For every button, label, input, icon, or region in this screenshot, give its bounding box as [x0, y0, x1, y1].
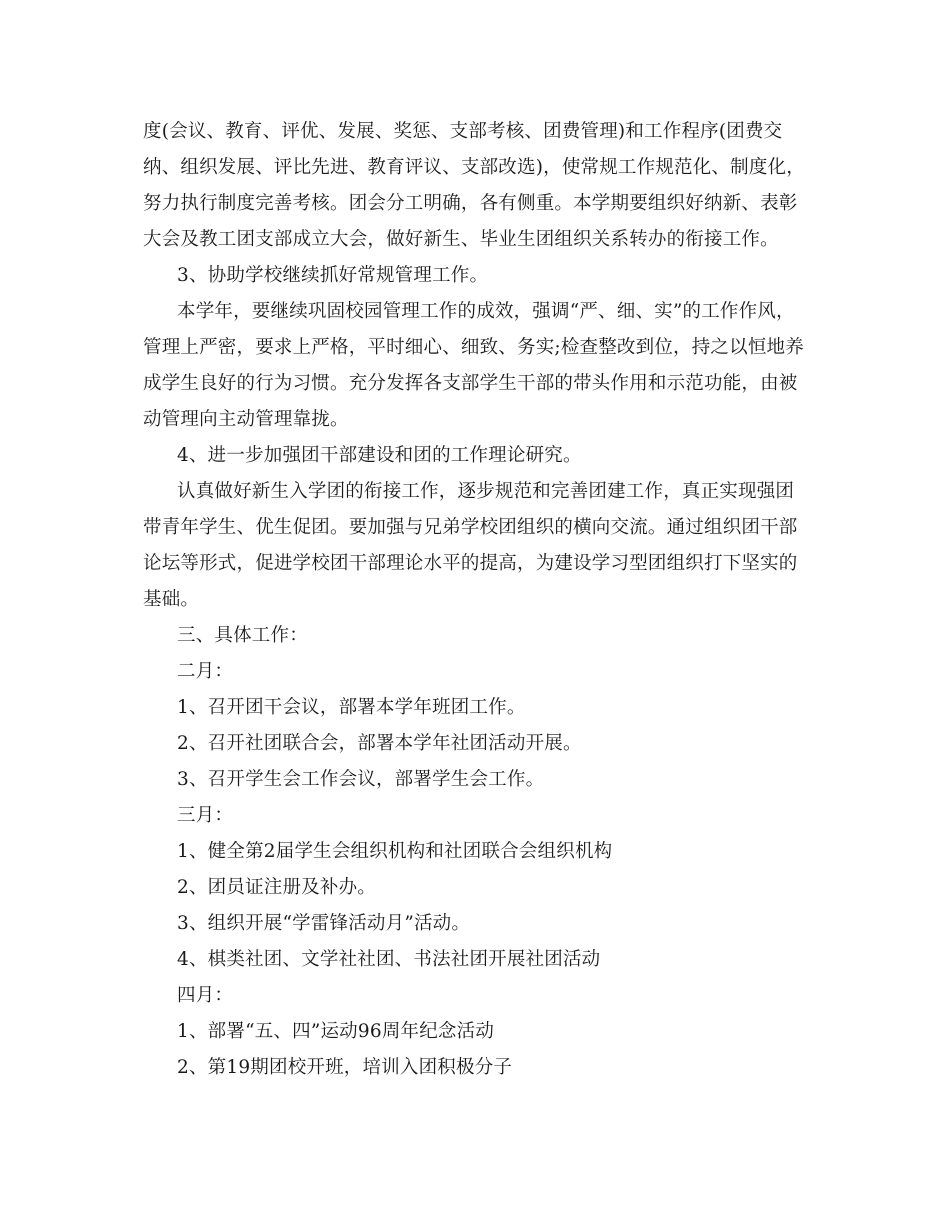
section-heading: 三、具体工作：	[177, 625, 308, 646]
paragraph-line: 努力执行制度完善考核。团会分工明确，各有侧重。本学期要组织好纳新、表彰	[143, 193, 798, 214]
paragraph-line: 管理上严密，要求上严格，平时细心、细致、务实;检查整改到位，持之以恒地养	[143, 337, 804, 358]
paragraph-line: 论坛等形式，促进学校团干部理论水平的提高，为建设学习型团组织打下坚实的	[143, 553, 798, 574]
list-item: 1、部署“五、四”运动96周年纪念活动	[177, 1021, 495, 1042]
list-item: 2、第19期团校开班，培训入团积极分子	[177, 1057, 513, 1078]
list-item: 1、召开团干会议，部署本学年班团工作。	[177, 697, 526, 718]
paragraph-line: 认真做好新生入学团的衔接工作，逐步规范和完善团建工作，真正实现强团	[177, 481, 795, 502]
month-heading: 二月：	[177, 661, 234, 682]
paragraph-line: 基础。	[143, 589, 200, 610]
paragraph-line: 成学生良好的行为习惯。充分发挥各支部学生干部的带头作用和示范功能，由被	[143, 373, 798, 394]
list-item: 4、棋类社团、文学社社团、书法社团开展社团活动	[177, 949, 601, 970]
paragraph-line: 纳、组织发展、评比先进、教育评议、支部改选)，使常规工作规范化、制度化，	[143, 157, 805, 178]
month-heading: 四月：	[177, 985, 234, 1006]
list-item: 3、召开学生会工作会议，部署学生会工作。	[177, 769, 545, 790]
list-item: 2、团员证注册及补办。	[177, 877, 376, 898]
list-item: 1、健全第2届学生会组织机构和社团联合会组织机构	[177, 841, 613, 862]
paragraph-line: 带青年学生、优生促团。要加强与兄弟学校团组织的横向交流。通过组织团干部	[143, 517, 798, 538]
paragraph-line: 度(会议、教育、评优、发展、奖惩、支部考核、团费管理)和工作程序(团费交	[143, 121, 783, 142]
month-heading: 三月：	[177, 805, 234, 826]
section-heading: 4、进一步加强团干部建设和团的工作理论研究。	[177, 445, 582, 466]
list-item: 2、召开社团联合会，部署本学年社团活动开展。	[177, 733, 582, 754]
document-body	[143, 114, 813, 1086]
paragraph-line: 本学年，要继续巩固校园管理工作的成效，强调“严、细、实”的工作作风，	[177, 301, 795, 322]
paragraph-line: 动管理向主动管理靠拢。	[143, 409, 349, 430]
section-heading: 3、协助学校继续抓好常规管理工作。	[177, 265, 489, 286]
list-item: 3、组织开展“学雷锋活动月”活动。	[177, 913, 471, 934]
paragraph-line: 大会及教工团支部成立大会，做好新生、毕业生团组织关系转办的衔接工作。	[143, 229, 779, 250]
